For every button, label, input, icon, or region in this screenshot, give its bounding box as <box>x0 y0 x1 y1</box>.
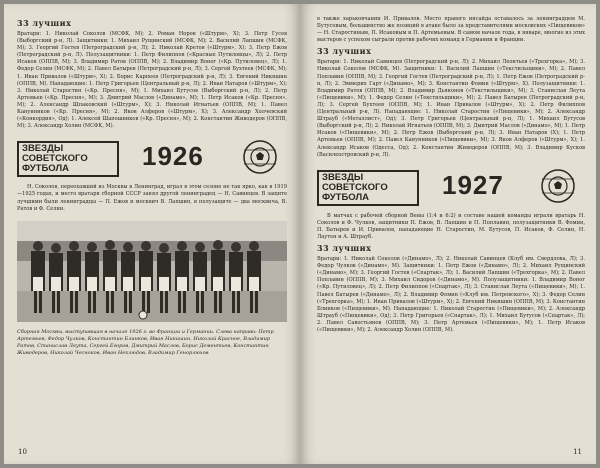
team-photo <box>17 221 287 322</box>
football-emblem-icon <box>537 167 579 205</box>
page-number-right: 11 <box>573 448 582 456</box>
players-list-1925: Вратари: 1. Николай Соколов (МСФК, М); 2. Роман Норов («Штурм», Х); 3. Петр Гусев (Выборгский р-н, Л). Защитники: 1. Михаил Рущинский (МСФК, М); 2. Василий Лапшин (МСФК, М); 3. Георгий Гостев (Петроградский р-н, Л); 2. Николай Кретов («Штурм», Х); 3. Петр Ежов (Петроградский р-н, Л). Полузащитники: 1. Петр Филиппов («Красные Путиловцы», Л); 2. Петр Исаков (ОППВ, М); 3. Владимир Ратов (ОППВ, М); 2. Владимир Воног («Кр. Путиловец», Л); 1. Федор Селин (МСФК, М); 2. Павел Батырев (Петроградский р-н, Л); 3. Сергей Бухтеев (МСФК, М); 1. Иван Привалов («Штурм», Х); 2. Борис Карпеев (Петроградский р-н, Л); 3. Евгений Никишин (ОППВ, М). Нападающие: 1. Петр Григорьев (Центральный р-н, Л); 2. Иван Натаров («Штурм», Х); 3. Николай Старостин («Кр. Пресня», М); 1. Михаил Бутусов (Выборгский р-н, Л); 2. Петр Артемьев («Кр. Пресня», М); 3. Дмитрий Маслов («Динамо», М); 1. Петр Исаков («Кр. Пресня», М); 2. Александр Шпаковский («Штурм», Х); 3. Николай Игнатьев (ОППВ, М); 1. Павел Канунников («Кр. Пресня», М); 2. Яков Алферов («Штурм», Х); 3. Александр Холчевский («Конкордия», Од); 1. Алексей Шапошников («Кр. Пресня», М); 2. Константин Живодеров (ОППВ, М); 3. Александр Холин (МСФК, М). <box>17 31 287 130</box>
section-heading-1927: 33 лучших <box>317 243 372 254</box>
players-list-1927: Вратари: 1. Николай Соколов («Динамо», Л); 2. Николай Савинцев (Клуб им. Свердлова, Л); 3. Федор Чулков («Динамо», М). Защитники: 1. Петр Ежов («Динамо», Л); 2. Михаил Рущинский («Динамо», М); 3. Георгий Гостев («Спартак», Л); 1. Василий Лапшин («Трехгорка», М); 2. Павел Поплавин (ОППВ, М); 3. Михаил Сидоров («Динамо», М). Полузащитники: 1. Владимир Воног («Кр. Путиловец», Л); 2. Петр Филиппов («Спартак», Л); 3. Станислав Леута («Пищевики», М); 1. Павел Батырев («Динамо», Л); 2. Владимир Фомин («Клуб им. Петровского», Х); 3. Федор Селин («Трехгорка», М); 1. Иван Привалов («Штурм», Х); 2. Евгений Никишин (ОППВ, М); 3. Константин Блинков («Пищевики», М). Нападающие: 1. Николай Старостин («Пищевики», М); 2. Александр Штрауб («Пищевики», Од); 3. Петр Григорьев («Спартак», Л); 1. Михаил Бутусов («Спартак», Л); 2. Павел Савостьянов (ОППВ, М); 3. Петр Артемьев («Пищевики», М); 1. Петр Исаков («Пищевики», М); 2. Александр Холин (ОППВ, М). <box>317 256 585 333</box>
section-heading-1926: 33 лучших <box>317 46 372 57</box>
section-heading: 33 лучших <box>17 18 72 28</box>
season-banner-1927 <box>317 167 585 205</box>
continued-text: в также харьковчанин И. Привалов. Место правого инсайда оставалось за ленинградцем М. Бутусовым, большинство же позиций в атаке было за представителями московских «Пищевиков» — Н. Старостиным, П. Исаковым и П. Артемьевым. В самом начале года, в январе, многие из этих мастеров с успехом сыграли против рабочих команд в Германии и Франции. <box>317 16 585 44</box>
season-1927-text: В матчах с рабочей сборной Вены (1:4 и 6:2) и составе нашей команды играли вратарь Н. Соколов и Ф. Чулков, защитники П. Ежов, В. Лапшин и П. Поплавин, полузащитники В. Фомин, П. Батырев и И. Привалов, нападающие Н. Старостин, М. Бутусов, П. Исаков, Ф. Селин, Н. Лаутен и А. Штрауб. <box>317 212 585 240</box>
right-page-content <box>317 16 585 336</box>
football-emblem-icon <box>239 138 281 176</box>
page-number-left: 10 <box>18 448 27 456</box>
banner-year: 1927 <box>442 169 504 200</box>
book-spread <box>4 4 596 464</box>
season-banner-1926 <box>17 138 287 176</box>
banner-label: ЗВЕЗДЫ СОВЕТСКОГО ФУТБОЛА <box>317 170 419 206</box>
players-list-1926: Вратари: 1. Николай Савинцев (Петроградский р-н, Л); 2. Михаил Леонтьев («Трехгорка», М); 3. Николай Соколов (МСФК, М). Защитники: 1. Василий Лапшин («Текстильщики», М); 2. Павел Поплавин (ОППВ, М); 3. Георгий Гостев (Петроградский р-н, Л); 1. Петр Ежов (Петроградский р-н, Л); 2. Эммерих Гарт («Динамо», М); 3. Константин Фомин («Штурм», Х). Полузащитники: 1. Владимир Ратов (ОППВ, М); 2. Владимир Дьяконов («Текстильщики», М); 3. Станислав Леута («Пищевики», М); 1. Федор Селин («Текстильщики», М); 2. Павел Батырев (Петроградский р-н, Л); 3. Сергей Бухтеев (ОППВ, М); 1. Иван Привалов («Штурм», Х); 2. Петр Филиппов (Центральный р-н, Л). Нападающие: 1. Николай Старостин («Пищевики», М); 2. Александр Штрауб («Металлист», Од); 3. Петр Григорьев (Центральный р-н, Л); 1. Михаил Бутусов (Выборгский р-н, Л); 2. Николай Игнатьев (ОППВ, М); 3. Дмитрий Маслов («Динамо», М); 1. Петр Исаков («Пищевики», М); 2. Петр Ежов (Выборгский р-н, Л); 3. Иван Натаров (Х); 1. Петр Артемьев (ОППВ, М); 2. Павел Канунников («Пищевики», М); 3. Яков Алферов («Штурм», Х); 1. Александр Исаков (Одесса, Од); 2. Константин Живодеров (ОППВ, М); 3. Владимир Кусков (Василеостровский р-н, Л). <box>317 59 585 158</box>
photo-caption: Сборная Москвы, выступавшая в начале 1926 г. во Франции и Германии. Слева направо: Петр Артемьев, Федор Чулков, Константин Блинков, Иван Никишин, Николай Красное, Владимир Ратов, Станислав Леута, Сергей Егоров, Дмитрий Маслов, Борис Дементьев, Константин Живодеров, Николай Чесноков, Иван Неклюдов, Владимир Генорлюхов <box>17 328 274 356</box>
banner-label: ЗВЕЗДЫ СОВЕТСКОГО ФУТБОЛА <box>17 141 119 177</box>
left-page <box>4 4 300 464</box>
left-page-content <box>17 16 287 357</box>
season-1926-text: Н. Соколов, переехавший из Москвы в Ленинград, играл в этом сезоне не так ярко, как в 1919—1925 годах, и место вратаря сборной СССР занял другой ленинградец — Н. Савинцев. В защите лучшими были ленинградцы — П. Ежов и москвич В. Лапшин, в полузащите — два москвича, В. Ратов и Ф. Селин. <box>17 184 287 212</box>
banner-year: 1926 <box>142 141 204 172</box>
right-page <box>300 4 596 464</box>
